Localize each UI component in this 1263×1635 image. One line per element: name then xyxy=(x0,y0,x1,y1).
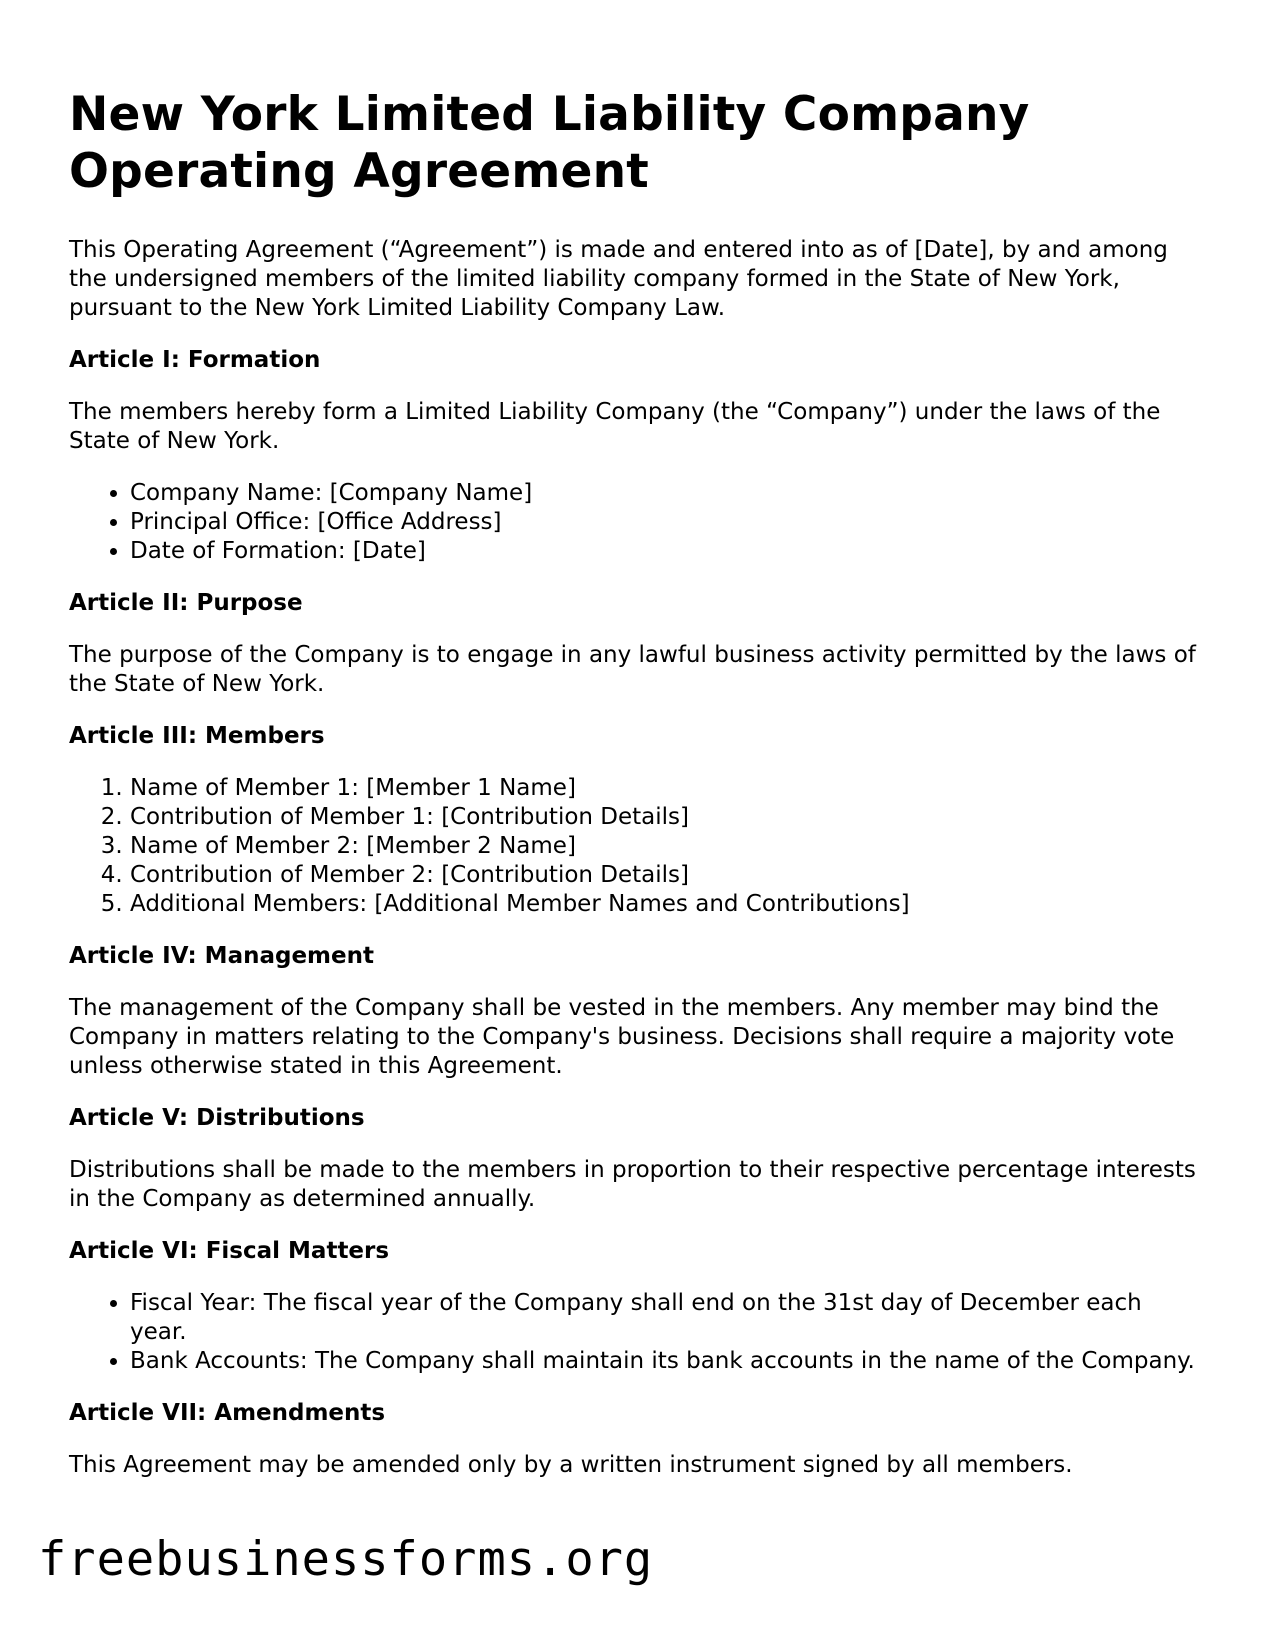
article-formation-heading: Article I: Formation xyxy=(69,347,321,373)
article-purpose-text: The purpose of the Company is to engage in any lawful business activity permitted by the laws of the State of New York. xyxy=(69,642,1196,697)
list-item: 1. Name of Member 1: [Member 1 Name] xyxy=(130,774,1199,803)
article-distributions-heading: Article V: Distributions xyxy=(69,1105,365,1131)
article-fiscal-heading: Article VI: Fiscal Matters xyxy=(69,1238,390,1264)
article-formation-text: The members hereby form a Limited Liability Company (the “Company”) under the laws of the State of New York. xyxy=(69,399,1161,454)
article-members-heading: Article III: Members xyxy=(69,723,325,749)
document-title: New York Limited Liability Company Operating Agreement xyxy=(69,87,1030,199)
article-distributions-text: Distributions shall be made to the members in proportion to their respective percentage interests in the Company as determined annually. xyxy=(69,1157,1196,1212)
list-item: • Fiscal Year: The fiscal year of the Company shall end on the 31st day of December each year. xyxy=(130,1289,1199,1347)
article-amendments-text: This Agreement may be amended only by a written instrument signed by all members. xyxy=(69,1452,1073,1478)
article-purpose-heading: Article II: Purpose xyxy=(69,590,303,616)
article-management-heading: Article IV: Management xyxy=(69,943,374,969)
list-item: • Bank Accounts: The Company shall maintain its bank accounts in the name of the Company. xyxy=(130,1347,1199,1376)
article-amendments-heading: Article VII: Amendments xyxy=(69,1400,386,1426)
watermark: freebusinessforms.org xyxy=(38,1532,654,1587)
list-item: • Principal Office: [Office Address] xyxy=(130,508,1199,537)
formation-list xyxy=(69,479,1199,566)
list-item: • Company Name: [Company Name] xyxy=(130,479,1199,508)
members-list xyxy=(69,774,1199,919)
list-item: 4. Contribution of Member 2: [Contribution Details] xyxy=(130,861,1199,890)
list-item: 3. Name of Member 2: [Member 2 Name] xyxy=(130,832,1199,861)
list-item: 5. Additional Members: [Additional Member Names and Contributions] xyxy=(130,890,1199,919)
fiscal-list xyxy=(69,1289,1199,1376)
article-management-text: The management of the Company shall be vested in the members. Any member may bind the Company in matters relating to the Company's business. Decisions shall require a majority vote unless otherwise stated in this Agreement. xyxy=(69,995,1175,1079)
document-page xyxy=(69,86,1199,1503)
intro-paragraph: This Operating Agreement (“Agreement”) is made and entered into as of [Date], by and among the undersigned members of the limited liability company formed in the State of New York, pursuant to the New York Limited Liability Company Law. xyxy=(69,237,1168,321)
list-item: • Date of Formation: [Date] xyxy=(130,537,1199,566)
list-item: 2. Contribution of Member 1: [Contribution Details] xyxy=(130,803,1199,832)
